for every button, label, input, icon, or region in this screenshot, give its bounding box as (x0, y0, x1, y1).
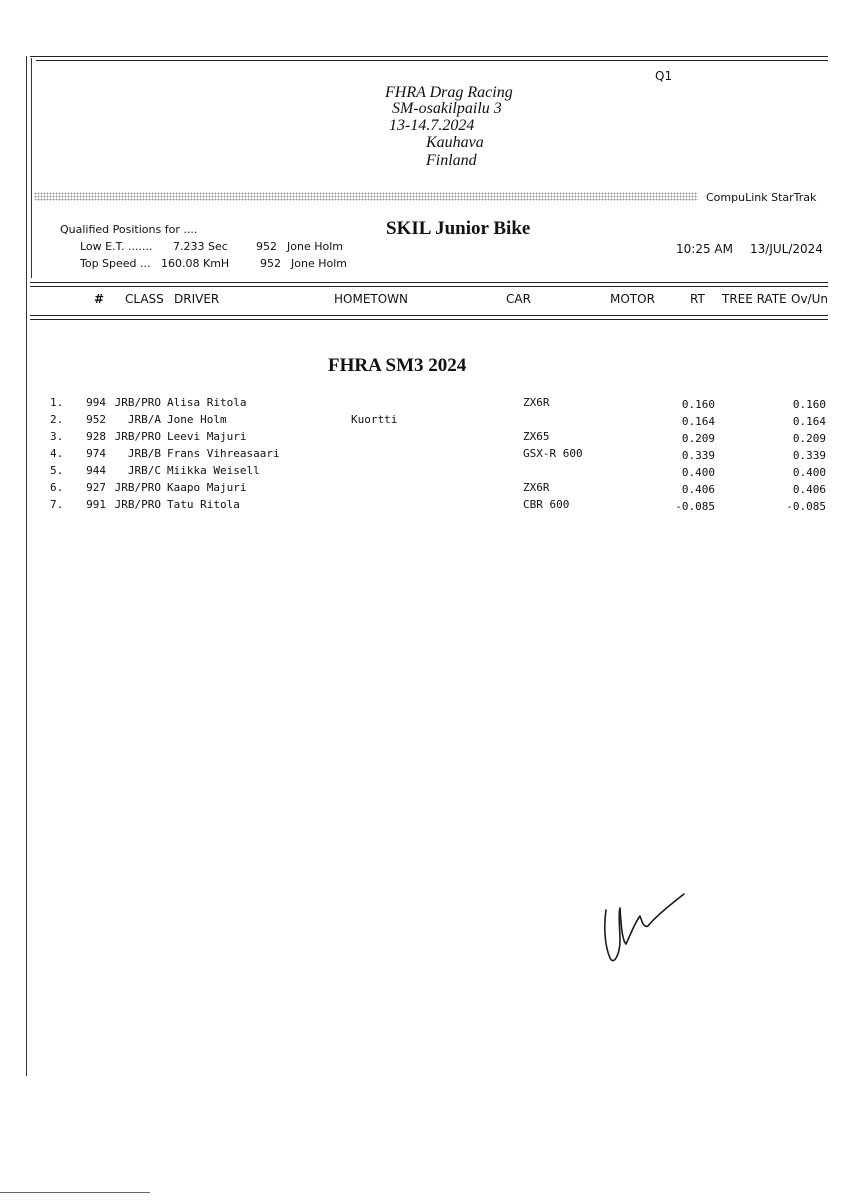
report-date: 13/JUL/2024 (750, 242, 823, 256)
row-driver: Tatu Ritola (167, 498, 240, 511)
left-border-inner (31, 58, 32, 278)
row-ov-un: 0.209 (792, 432, 826, 445)
table-row (0, 481, 848, 498)
row-ov-un: 0.406 (792, 483, 826, 496)
row-driver: Miikka Weisell (167, 464, 260, 477)
top-speed-driver: Jone Holm (291, 257, 347, 270)
row-pos: 7. (50, 498, 64, 511)
row-car: CBR 600 (523, 498, 570, 511)
row-driver: Kaapo Majuri (167, 481, 247, 494)
row-class: JRB/PRO (114, 481, 161, 494)
row-num: 974 (86, 447, 106, 460)
row-num: 927 (86, 481, 106, 494)
row-driver: Alisa Ritola (167, 396, 247, 409)
report-time: 10:25 AM (676, 242, 733, 256)
row-hometown: Kuortti (351, 413, 398, 426)
row-ov-un: 0.160 (792, 398, 826, 411)
event-line-5: Finland (426, 152, 477, 169)
col-header-hometown: HOMETOWN (334, 292, 409, 306)
table-row (0, 396, 848, 413)
table-row (0, 464, 848, 481)
row-num: 944 (86, 464, 106, 477)
row-driver: Frans Vihreasaari (167, 447, 280, 460)
left-border (26, 56, 27, 1076)
row-class: JRB/PRO (114, 430, 161, 443)
row-num: 952 (86, 413, 106, 426)
top-rule-2 (36, 60, 828, 61)
row-ov-un: 0.164 (792, 415, 826, 428)
row-class: JRB/PRO (114, 396, 161, 409)
col-header-tree-rate: TREE RATE (722, 292, 787, 306)
low-et-value: 7.233 Sec (173, 240, 228, 253)
row-rt: 0.160 (681, 398, 715, 411)
col-header-rt: RT (690, 292, 705, 306)
row-rt: 0.209 (681, 432, 715, 445)
row-class: JRB/C (127, 464, 161, 477)
column-header-top-rule (30, 282, 828, 283)
row-num: 994 (86, 396, 106, 409)
event-line-1: FHRA Drag Racing (385, 84, 513, 101)
top-speed-number: 952 (260, 257, 281, 270)
table-row (0, 413, 848, 430)
top-rule (30, 56, 828, 57)
row-class: JRB/A (127, 413, 161, 426)
column-header-bottom-rule (30, 315, 828, 316)
qualified-label: Qualified Positions for .... (60, 223, 198, 236)
column-header-bottom-rule-2 (30, 319, 828, 320)
dotted-band (34, 192, 698, 201)
row-rt: 0.164 (681, 415, 715, 428)
row-car: ZX6R (523, 481, 550, 494)
row-ov-un: 0.400 (792, 466, 826, 479)
row-pos: 5. (50, 464, 64, 477)
row-rt: -0.085 (675, 500, 715, 513)
software-label: CompuLink StarTrak (706, 191, 817, 204)
row-class: JRB/B (127, 447, 161, 460)
row-driver: Leevi Majuri (167, 430, 247, 443)
col-header-motor: MOTOR (610, 292, 655, 306)
event-line-2: SM-osakilpailu 3 (392, 100, 502, 117)
session-label: Q1 (655, 69, 673, 83)
row-num: 928 (86, 430, 106, 443)
row-rt: 0.400 (681, 466, 715, 479)
row-rt: 0.406 (681, 483, 715, 496)
row-pos: 6. (50, 481, 64, 494)
row-car: GSX-R 600 (523, 447, 583, 460)
low-et-label: Low E.T. ....... (80, 240, 153, 253)
col-header-driver: DRIVER (174, 292, 220, 306)
event-line-3: 13-14.7.2024 (389, 117, 475, 134)
signature-icon (596, 884, 692, 970)
section-title: FHRA SM3 2024 (328, 355, 467, 376)
col-header-ov-un: Ov/Un (791, 292, 828, 306)
row-ov-un: 0.339 (792, 449, 826, 462)
row-num: 991 (86, 498, 106, 511)
col-header-car: CAR (506, 292, 531, 306)
row-car: ZX65 (523, 430, 550, 443)
table-row (0, 447, 848, 464)
table-row (0, 498, 848, 515)
col-header-class: CLASS (125, 292, 164, 306)
low-et-number: 952 (256, 240, 277, 253)
row-pos: 3. (50, 430, 64, 443)
row-ov-un: -0.085 (786, 500, 826, 513)
low-et-driver: Jone Holm (287, 240, 343, 253)
column-header-top-rule-2 (30, 286, 828, 287)
row-car: ZX6R (523, 396, 550, 409)
row-pos: 2. (50, 413, 64, 426)
class-title: SKIL Junior Bike (386, 218, 531, 239)
row-rt: 0.339 (681, 449, 715, 462)
top-speed-value: 160.08 KmH (161, 257, 230, 270)
row-pos: 1. (50, 396, 64, 409)
bottom-edge-rule (0, 1192, 150, 1193)
row-driver: Jone Holm (167, 413, 227, 426)
top-speed-label: Top Speed ... (80, 257, 151, 270)
col-header-num: # (94, 292, 105, 306)
table-row (0, 430, 848, 447)
event-line-4: Kauhava (426, 134, 484, 151)
row-pos: 4. (50, 447, 64, 460)
row-class: JRB/PRO (114, 498, 161, 511)
